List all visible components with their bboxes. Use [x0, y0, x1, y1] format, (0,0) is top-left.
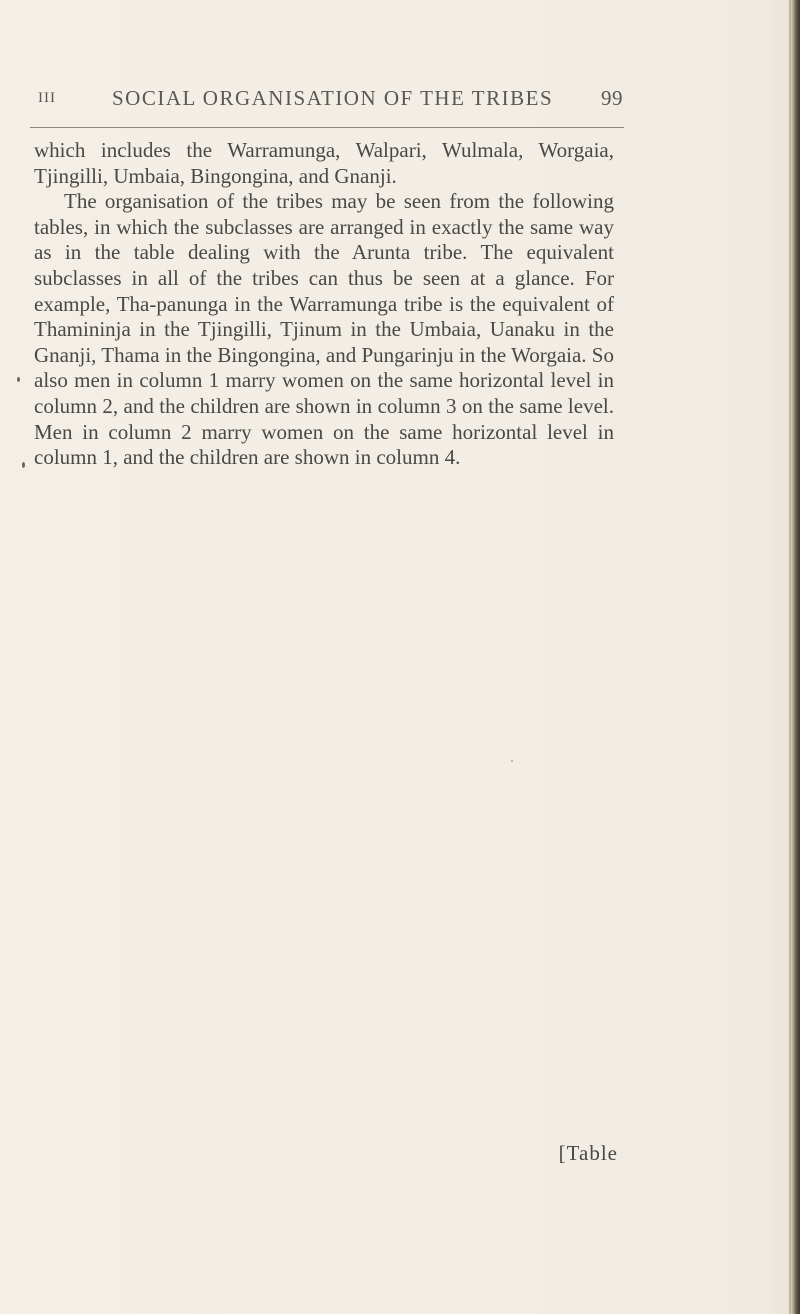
page-edge-highlight — [789, 0, 791, 1314]
ink-speck — [22, 462, 25, 468]
header-rule — [30, 127, 624, 128]
body-text — [34, 138, 614, 471]
paragraph-organisation: The organisation of the tribes may be seen from the following tables, in which the subclasses are arranged in exactly the same way as in the table dealing with the Arunta tribe. The equivalent subclasses in all of the tribes can thus be seen at a glance. For example, Tha-panunga in the Warramunga tribe is the equivalent of Thamininja in the Tjingilli, Tjinum in the Umbaia, Uanaku in the Gnanji, Thama in the Bingongina, and Pungarinju in the Worgaia. So also men in column 1 marry women on the same horizontal level in column 2, and the children are shown in column 3 on the same level. Men in column 2 marry women on the same horizontal level in column 1, and the children are shown in column 4. — [34, 189, 614, 470]
chapter-number: III — [38, 90, 56, 106]
running-header — [0, 86, 800, 116]
ink-speck — [511, 760, 513, 762]
running-title: SOCIAL ORGANISATION OF THE TRIBES — [112, 86, 554, 110]
ink-speck — [17, 377, 20, 382]
paragraph-continuation: which includes the Warramunga, Walpari, Wulmala, Worgaia, Tjingilli, Umbaia, Bingongina, and Gnanji. — [34, 138, 614, 188]
catchword: [Table — [558, 1141, 618, 1165]
page-number: 99 — [601, 86, 623, 110]
